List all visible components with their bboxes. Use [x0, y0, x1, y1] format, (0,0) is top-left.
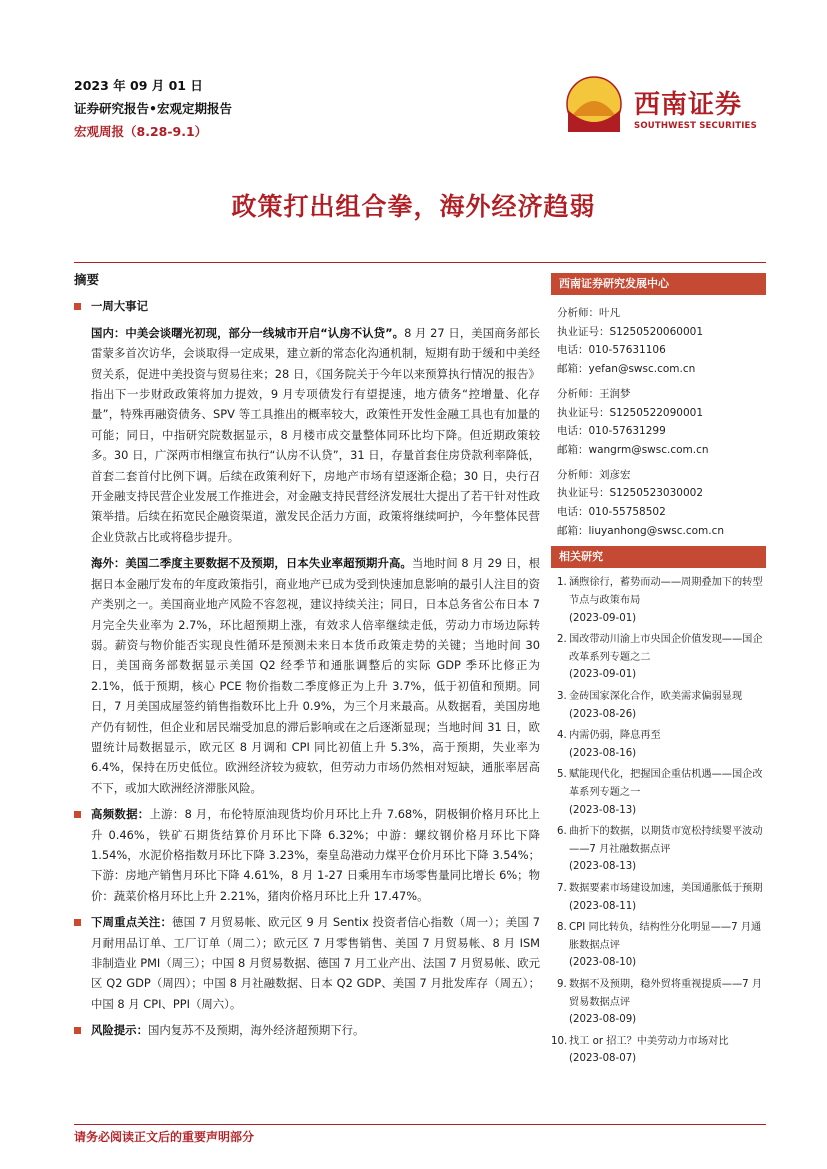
- analyst-email[interactable]: 邮箱：liuyanhong@swsc.com.cn: [557, 524, 725, 537]
- related-research-list: [551, 574, 766, 1067]
- analyst-cert: 执业证号：S1250522090001: [557, 406, 704, 419]
- week-events-heading: 一周大事记: [91, 299, 148, 314]
- abstract-section: [74, 270, 540, 1047]
- risk-lead: 风险提示：: [91, 1023, 148, 1038]
- report-date: 2023 年 09 月 01 日: [74, 78, 203, 93]
- logo-name-cn: 西南证券: [634, 90, 743, 120]
- report-type: 证券研究报告•宏观定期报告: [74, 101, 232, 116]
- analyst-cert: 执业证号：S1250520060001: [557, 325, 704, 338]
- analyst-card: [557, 304, 766, 379]
- analyst-list: [551, 295, 766, 540]
- domestic-text: 8 月 27 日，美国商务部长雷蒙多首次访华，会谈取得一定成果，建立新的常态化沟通机制，短期有助于缓和中美经贸关系，促进中美投资与贸易往来；28 日，《国务院关于今年以来预算执行情况的报告》指出下一步财政政策将加力提效，9 月专项债发行有望提速，地方债务“控增量、化存量”，特殊再融资债务、SPV 等工具推出的概率较大，政策性开发性金融工具也有加量的可能；同日，中指研究院数据显示，8 月楼市成交量整体同环比均下降。但近期政策较多。30 日，广深两市相继宣布执行“认房不认贷”，31 日，存量首套住房贷款利率降低，首套二套首付比例下调。后续在政策利好下，房地产市场有望逐渐企稳；30 日，央行召开金融支持民营企业发展工作推进会，对金融支持民营经济发展壮大提出了若干针对性政策举措。后续在拓宽民企融资渠道，激发民企活力方面，政策将继续呵护，今年整体民营企业贷款占比或将稳步提升。: [91, 325, 540, 544]
- analyst-card: [557, 466, 766, 541]
- analyst-cert: 执业证号：S1250523030002: [557, 487, 704, 500]
- risk-text: 国内复苏不及预期，海外经济超预期下行。: [147, 1023, 365, 1038]
- week-events-bullet: [74, 296, 540, 316]
- analyst-email[interactable]: 邮箱：yefan@swsc.com.cn: [557, 363, 696, 376]
- bullet-square-icon: [74, 1027, 81, 1034]
- analyst-card: [557, 385, 766, 460]
- analyst-name: 分析师：叶凡: [557, 307, 620, 319]
- bullet-square-icon: [74, 919, 81, 926]
- analyst-phone: 电话：010-55758502: [557, 506, 666, 519]
- research-center-title: 西南证券研究发展中心: [551, 273, 766, 295]
- related-item[interactable]: 2. 国改带动川渝上市央国企价值发现——国企改革系列专题之二 (2023-09-01): [557, 634, 763, 681]
- related-item[interactable]: 10. 找工 or 招工？中美劳动力市场对比 (2023-08-07): [551, 1035, 729, 1065]
- related-item[interactable]: 3. 金砖国家深化合作，欧美需求偏弱显现 (2023-08-26): [557, 691, 743, 720]
- abstract-heading: 摘要: [74, 272, 100, 287]
- next-week-bullet: [74, 912, 540, 1014]
- high-frequency-bullet: [74, 804, 540, 906]
- company-logo: [566, 72, 766, 134]
- related-item[interactable]: 4. 内需仍弱，降息再至 (2023-08-16): [557, 730, 661, 759]
- related-item[interactable]: 5. 赋能现代化，把握国企重估机遇——国企改革系列专题之一 (2023-08-13): [557, 769, 763, 816]
- risk-bullet: [74, 1020, 540, 1040]
- report-header: [74, 74, 232, 143]
- report-subtitle: 宏观周报（8.28-9.1）: [74, 124, 208, 139]
- next-week-lead: 下周重点关注：: [91, 915, 173, 930]
- domestic-lead: 国内：中美会谈曙光初现，部分一线城市开启“认房不认贷”。: [91, 325, 405, 340]
- analyst-phone: 电话：010-57631106: [557, 344, 666, 357]
- bullet-square-icon: [74, 811, 81, 818]
- title-divider: [74, 262, 766, 263]
- overseas-text: 当地时间 8 月 29 日，根据日本金融厅发布的年度政策指引，商业地产已成为受到快速加息影响的最引人注目的资产类别之一。美国商业地产风险不容忽视，建议持续关注；同日，日本总务省公布日本 7 月完全失业率为 2.7%，环比超预期上涨，有效求人倍率继续走低，劳动力市场边际转弱。薪资与物价能否实现良性循环是预测未来日本货币政策走势的关键；当地时间 30 日，美国商务部数据显示美国 Q2 经季节和通胀调整后的实际 GDP 季环比修正为 2.1%，低于预期，核心 PCE 物价指数二季度修正为上升 3.7%，低于初值和预期。同日，7 月美国成屋签约销售指数环比上升 0.9%，为三个月来最高。从数据看，美国房地产仍有韧性，但企业和居民端受加息的滞后影响或在之后逐渐显现；当地时间 31 日，欧盟统计局数据显示，欧元区 8 月调和 CPI 同比初值上升 5.3%，高于预期，失业率为 6.4%，保持在历史低位。欧洲经济较为疲软，但劳动力市场仍然相对短缺，通胀率居高不下，或加大欧洲经济滞胀风险。: [91, 556, 540, 795]
- high-frequency-lead: 高频数据：: [91, 807, 150, 822]
- related-item[interactable]: 1. 涵煦徐行，蓄势而动——周期叠加下的转型节点与政策布局 (2023-09-01): [557, 577, 763, 624]
- logo-name-en: SOUTHWEST SECURITIES: [634, 121, 757, 131]
- footer-divider: [74, 1124, 766, 1125]
- overseas-paragraph: [74, 553, 540, 798]
- overseas-lead: 海外：美国二季度主要数据不及预期，日本失业率超预期升高。: [91, 556, 412, 571]
- high-frequency-text: 上游：8 月，布伦特原油现货均价月环比上升 7.68%，阴极铜价格月环比上升 0.46%，铁矿石期货结算价月环比下降 6.32%；中游：螺纹钢价格月环比下降 1.54%，水泥价格指数月环比下降 3.23%，秦皇岛港动力煤平仓价月环比下降 3.54%；下游：房地产销售月环比下降 4.61%，8 月 1-27 日乘用车市场零售量同比增长 6%；物价：蔬菜价格月环比上升 2.21%，猪肉价格月环比上升 17.47%。: [91, 807, 540, 903]
- bullet-square-icon: [74, 303, 81, 310]
- related-item[interactable]: 7. 数据要素市场建设加速，美国通胀低于预期 (2023-08-11): [557, 882, 763, 912]
- related-item[interactable]: 9. 数据不及预期，稳外贸将重视提质——7 月贸易数据点评 (2023-08-09): [557, 978, 763, 1026]
- logo-emblem-icon: [566, 76, 622, 132]
- domestic-paragraph: [74, 323, 540, 547]
- next-week-text: 德国 7 月贸易帐、欧元区 9 月 Sentix 投资者信心指数（周一）；美国 7 月耐用品订单、工厂订单（周二）；欧元区 7 月零售销售、美国 7 月贸易帐、8 月 ISM 非制造业 PMI（周三）；中国 8 月贸易数据、德国 7 月工业产出、法国 7 月贸易帐、欧元区 Q2 GDP（周四）；中国 8 月社融数据、日本 Q2 GDP、美国 7 月批发库存（周五）；中国 8 月 CPI、PPI（周六）。: [91, 915, 540, 1011]
- footer-notice: 请务必阅读正文后的重要声明部分: [74, 1130, 255, 1144]
- page-title: 政策打出组合拳，海外经济趋弱: [231, 192, 596, 221]
- related-item[interactable]: 8. CPI 同比转负，结构性分化明显——7 月通胀数据点评 (2023-08-10): [557, 922, 762, 969]
- analyst-name: 分析师：王润梦: [557, 387, 631, 400]
- related-item[interactable]: 6. 曲折下的数据，以期货市宽松持续婴平波动——7 月社融数据点评 (2023-08-13): [557, 826, 763, 873]
- related-research-title: 相关研究: [551, 546, 766, 568]
- analyst-phone: 电话：010-57631299: [557, 425, 666, 438]
- sidebar: [551, 270, 766, 1072]
- analyst-email[interactable]: 邮箱：wangrm@swsc.com.cn: [557, 443, 709, 456]
- analyst-name: 分析师：刘彦宏: [557, 468, 631, 481]
